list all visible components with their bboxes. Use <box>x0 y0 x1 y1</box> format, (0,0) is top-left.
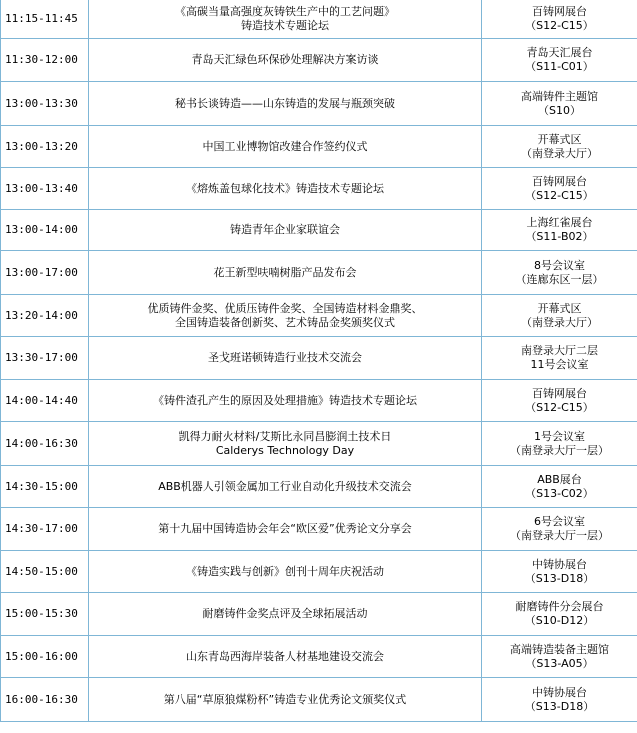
location-name: 高端铸件主题馆 <box>521 89 598 103</box>
time-cell: 15:00-16:00 <box>1 636 89 678</box>
activity-cell <box>89 422 482 466</box>
location-cell <box>482 678 637 722</box>
schedule-row <box>1 251 637 295</box>
activity-cell <box>89 380 482 422</box>
location-code: （S13-A05） <box>525 656 594 670</box>
location-name: 南登录大厅二层 <box>521 344 598 357</box>
location-name: ABB展台 <box>537 472 582 486</box>
schedule-row <box>1 636 637 678</box>
location-cell <box>482 466 637 508</box>
location-name: 百铸网展台 <box>532 174 587 188</box>
time-cell: 14:00-16:30 <box>1 422 89 466</box>
location-code: 11号会议室 <box>530 358 589 371</box>
location-code: （S12-C15） <box>525 19 594 32</box>
location-name: 高端铸造装备主题馆 <box>510 642 609 656</box>
location-code: （S13-D18） <box>524 699 595 713</box>
schedule-row <box>1 168 637 210</box>
schedule-row <box>1 551 637 593</box>
time-cell: 13:00-13:40 <box>1 168 89 210</box>
location-name: 1号会议室 <box>534 429 585 443</box>
schedule-row <box>1 508 637 551</box>
location-code: （南登录大厅一层） <box>510 443 609 457</box>
activity-line: 铸造青年企业家联谊会 <box>230 223 340 236</box>
location-cell <box>482 0 637 39</box>
schedule-row <box>1 337 637 380</box>
location-cell <box>482 210 637 251</box>
time-cell: 11:30-12:00 <box>1 39 89 82</box>
time-cell: 13:00-13:30 <box>1 82 89 126</box>
location-cell <box>482 380 637 422</box>
location-cell <box>482 82 637 126</box>
activity-cell <box>89 0 482 39</box>
location-name: 百铸网展台 <box>532 5 587 18</box>
activity-cell <box>89 168 482 210</box>
activity-line: 中国工业博物馆改建合作签约仪式 <box>202 139 368 153</box>
time-cell: 14:30-17:00 <box>1 508 89 551</box>
time-cell: 13:20-14:00 <box>1 295 89 337</box>
activity-line: 第八届“草原狼煤粉杯”铸造专业优秀论文颁奖仪式 <box>163 692 407 706</box>
location-code: （S11-B02） <box>525 230 594 243</box>
location-name: 开幕式区 <box>537 132 582 146</box>
activity-cell <box>89 636 482 678</box>
schedule-row <box>1 82 637 126</box>
location-cell <box>482 168 637 210</box>
activity-cell <box>89 126 482 168</box>
activity-line: 圣戈班诺顿铸造行业技术交流会 <box>208 351 362 364</box>
activity-line: 《高碳当量高强度灰铸铁生产中的工艺问题》 <box>175 5 395 18</box>
activity-cell <box>89 210 482 251</box>
activity-line: 山东青岛西海岸装备人材基地建设交流会 <box>186 649 384 663</box>
schedule-row <box>1 380 637 422</box>
schedule-row <box>1 422 637 466</box>
location-code: （南登录大厅） <box>521 146 598 160</box>
activity-line: 《铸件渣孔产生的原因及处理措施》铸造技术专题论坛 <box>153 393 417 407</box>
time-cell: 14:30-15:00 <box>1 466 89 508</box>
location-code: （S10） <box>538 103 581 117</box>
activity-line: 青岛天汇绿色环保砂处理解决方案访谈 <box>191 53 379 66</box>
schedule-row <box>1 210 637 251</box>
time-cell: 15:00-15:30 <box>1 593 89 636</box>
location-cell <box>482 337 637 380</box>
schedule-row <box>1 39 637 82</box>
activity-cell <box>89 295 482 337</box>
location-code: （南登录大厅一层） <box>510 529 609 542</box>
activity-line: 凯得力耐火材料/艾斯比永同昌膨润土技术日 <box>178 429 392 443</box>
time-cell: 13:00-13:20 <box>1 126 89 168</box>
location-name: 中铸协展台 <box>532 557 587 571</box>
location-cell <box>482 422 637 466</box>
location-cell <box>482 508 637 551</box>
activity-line: 铸造技术专题论坛 <box>241 19 329 32</box>
location-name: 开幕式区 <box>537 301 582 315</box>
schedule-row <box>1 126 637 168</box>
activity-line: Calderys Technology Day <box>215 443 355 457</box>
location-code: （S13-C02） <box>525 486 594 500</box>
activity-cell <box>89 508 482 551</box>
activity-cell <box>89 337 482 380</box>
activity-line: ABB机器人引领金属加工行业自动化升级技术交流会 <box>158 479 412 493</box>
location-name: 耐磨铸件分会展台 <box>515 600 604 613</box>
time-cell: 13:00-14:00 <box>1 210 89 251</box>
schedule-row <box>1 678 637 722</box>
location-code: （连廊东区一层） <box>515 272 604 286</box>
schedule-row <box>1 0 637 39</box>
location-name: 百铸网展台 <box>532 386 587 400</box>
location-code: （S12-C15） <box>525 400 594 414</box>
location-cell <box>482 39 637 82</box>
location-name: 上海红雀展台 <box>526 216 593 229</box>
location-code: （S11-C01） <box>525 60 594 73</box>
time-cell: 14:50-15:00 <box>1 551 89 593</box>
time-cell: 16:00-16:30 <box>1 678 89 722</box>
activity-line: 全国铸造装备创新奖、艺术铸品金奖颁奖仪式 <box>175 315 395 329</box>
location-cell <box>482 251 637 295</box>
location-cell <box>482 636 637 678</box>
location-code: （S12-C15） <box>525 188 594 202</box>
location-code: （S10-D12） <box>524 614 595 627</box>
activity-cell <box>89 593 482 636</box>
activity-cell <box>89 466 482 508</box>
activity-line: 花王新型呋喃树脂产品发布会 <box>213 265 357 279</box>
activity-cell <box>89 551 482 593</box>
activity-line: 秘书长谈铸造——山东铸造的发展与瓶颈突破 <box>175 96 395 110</box>
time-cell: 14:00-14:40 <box>1 380 89 422</box>
activity-line: 耐磨铸件金奖点评及全球拓展活动 <box>202 607 368 620</box>
schedule-body <box>1 0 637 722</box>
activity-line: 《熔炼盖包球化技术》铸造技术专题论坛 <box>186 181 384 195</box>
activity-cell <box>89 39 482 82</box>
location-name: 6号会议室 <box>534 515 585 528</box>
time-cell: 13:00-17:00 <box>1 251 89 295</box>
location-name: 8号会议室 <box>534 258 585 272</box>
location-cell <box>482 551 637 593</box>
time-cell: 11:15-11:45 <box>1 0 89 39</box>
activity-cell <box>89 678 482 722</box>
location-code: （南登录大厅） <box>521 315 598 329</box>
time-cell: 13:30-17:00 <box>1 337 89 380</box>
activity-cell <box>89 251 482 295</box>
location-cell <box>482 593 637 636</box>
activity-line: 第十九届中国铸造协会年会“欧区爱”优秀论文分享会 <box>158 522 412 535</box>
location-cell <box>482 126 637 168</box>
activity-cell <box>89 82 482 126</box>
activity-line: 《铸造实践与创新》创刊十周年庆祝活动 <box>186 564 384 578</box>
location-name: 青岛天汇展台 <box>526 46 593 59</box>
schedule-row <box>1 295 637 337</box>
schedule-row <box>1 593 637 636</box>
location-name: 中铸协展台 <box>532 685 587 699</box>
activity-line: 优质铸件金奖、优质压铸件金奖、全国铸造材料金鼎奖、 <box>147 301 423 315</box>
schedule-row <box>1 466 637 508</box>
location-code: （S13-D18） <box>524 571 595 585</box>
location-cell <box>482 295 637 337</box>
